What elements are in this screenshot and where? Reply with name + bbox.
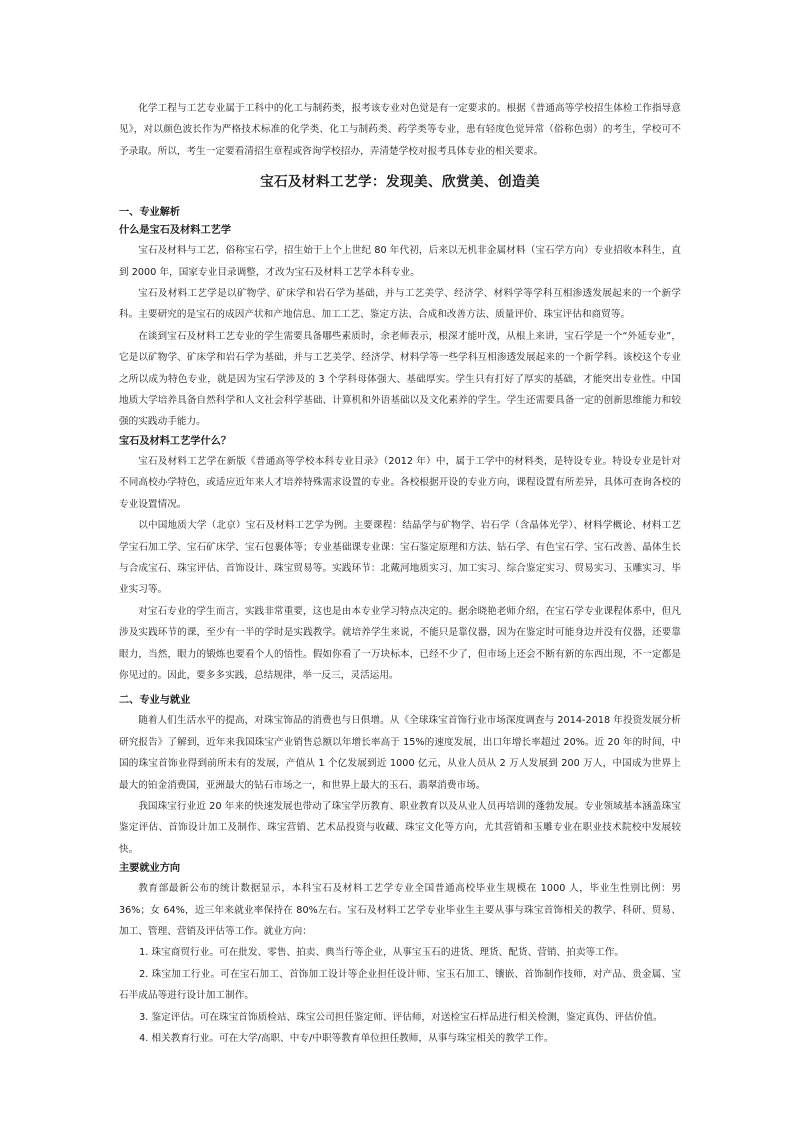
section-heading-analysis: 一、专业解析: [119, 207, 181, 219]
subheading-what-is: 什么是宝石及材料工艺学: [119, 225, 232, 237]
paragraph: 随着人们生活水平的提高，对珠宝饰品的消费也与日俱增。从《全球珠宝首饰行业市场深度调查与 2014-2018 年投资发展分析研究报告》了解到，近年来我国珠宝产业销售总额以年增长率高于 15%的速度发展，出口年增长率超过 20%。近 20 年的时间，中国的珠宝首饰业得到前所未有的发展，产值从 1 个亿发展到近 1000 亿元，从业人员从 2 万人发展到 200 万人，中国成为世界上最大的铂金消费国，亚洲最大的钻石市场之一，和世界上最大的玉石、翡翠消费市场。: [119, 715, 681, 791]
paragraph: 宝石及材料工艺学在新版《普通高等学校本科专业目录》（2012 年）中，属于工学中的材料类，是特设专业。特设专业是针对不同高校办学特色，或适应近年来人才培养特殊需求设置的专业。各校根据开设的专业方向，课程设置有所差异，具体可查询各校的专业设置情况。: [119, 455, 681, 510]
list-item: 1. 珠宝商贸行业。可在批发、零售、拍卖、典当行等企业，从事宝玉石的进货、理货、配货、营销、拍卖等工作。: [139, 947, 625, 959]
paragraph: 对宝石专业的学生而言，实践非常重要，这也是由本专业学习特点决定的。据余晓艳老师介绍，在宝石学专业课程体系中，但凡涉及实践环节的课，至少有一半的学时是实践教学。就培养学生来说，不能只是靠仪器，因为在鉴定时可能身边并没有仪器，还要靠眼力，当然，眼力的锻炼也要看个人的悟性。假如你看了一万块标本，已经不少了，但市场上还会不断有新的东西出现，不一定都是你见过的。因此，要多多实践，总结规律，举一反三，灵活运用。: [119, 605, 681, 681]
document-page: [119, 98, 681, 1049]
paragraph: 教育部最新公布的统计数据显示，本科宝石及材料工艺学专业全国普通高校毕业生规模在 1000 人，毕业生性别比例：男 36%；女 64%，近三年来就业率保持在 80%左右。宝石及材料工艺学专业毕业生主要从事与珠宝首饰相关的教学、科研、贸易、加工、管理、营销及评估等工作。就业方向：: [119, 883, 681, 937]
paragraph: 在谈到宝石及材料工艺专业的学生需要具备哪些素质时，余老师表示，根深才能叶茂，从根上来讲，宝石学是一个“外延专业”，它是以矿物学、矿床学和岩石学为基础，并与工艺美学、经济学、材料学等一些学科互相渗透发展起来的一个新学科。该校这个专业之所以成为特色专业，就是因为宝石学涉及的 3 个学科母体强大、基础厚实。学生只有打好了厚实的基础，才能突出专业性。中国地质大学培养具备自然科学和人文社会科学基础、计算机和外语基础以及文化素养的学生。学生还需要具备一定的创新思维能力和较强的实践动手能力。: [119, 330, 681, 428]
paragraph: 以中国地质大学（北京）宝石及材料工艺学为例。主要课程：结晶学与矿物学、岩石学（含晶体光学）、材料学概论、材料工艺学宝石加工学、宝石矿床学、宝石包裹体等；专业基础课专业课：宝石鉴定原理和方法、钻石学、有色宝石学、宝石改善、晶体生长与合成宝石、珠宝评估、首饰设计、珠宝贸易等。实践环节：北戴河地质实习、加工实习、综合鉴定实习、贸易实习、玉雕实习、毕业实习等。: [119, 520, 681, 596]
intro-paragraph: 化学工程与工艺专业属于工科中的化工与制药类，报考该专业对色觉是有一定要求的。根据《普通高等学校招生体检工作指导意见》，对以颜色波长作为严格技术标准的化学类、化工与制药类、药学类等专业，患有轻度色觉异常（俗称色弱）的考生，学校可不予录取。所以，考生一定要看清招生章程或咨询学校招办，弄清楚学校对报考具体专业的相关要求。: [119, 103, 681, 157]
paragraph: 我国珠宝行业近 20 年来的快速发展也带动了珠宝学历教育、职业教育以及从业人员再培训的蓬勃发展。专业领域基本涵盖珠宝鉴定评估、首饰设计加工及制作、珠宝营销、艺术品投资与收藏、珠宝文化等方向，尤其营销和玉雕专业在职业技术院校中发展较快。: [119, 800, 681, 855]
list-item: 4. 相关教育行业。可在大学/高职、中专/中职等教育单位担任教师，从事与珠宝相关的教学工作。: [139, 1033, 554, 1045]
paragraph: 宝石及材料工艺学是以矿物学、矿床学和岩石学为基础，并与工艺美学、经济学、材料学等学科互相渗透发展起来的一个新学科。主要研究的是宝石的成因产状和产地信息、加工工艺、鉴定方法、合成和改善方法、质量评价、珠宝评估和商贸等。: [119, 288, 681, 321]
list-item: 3. 鉴定评估。可在珠宝首饰质检站、珠宝公司担任鉴定师、评估师，对送检宝石样品进行相关检测，鉴定真伪、评估价值。: [139, 1011, 663, 1023]
list-item: 2. 珠宝加工行业。可在宝石加工、首饰加工设计等企业担任设计师、宝玉石加工、镶嵌、首饰制作技师，对产品、贵金属、宝石半成品等进行设计加工制作。: [119, 968, 681, 1002]
article-title: 宝石及材料工艺学：发现美、欣赏美、创造美: [260, 174, 540, 191]
paragraph: 宝石及材料与工艺，俗称宝石学，招生始于上个上世纪 80 年代初，后来以无机非金属材料（宝石学方向）专业招收本科生，直到 2000 年，国家专业目录调整，才改为宝石及材料工艺学本科专业。: [119, 245, 681, 278]
subheading-career-directions: 主要就业方向: [119, 863, 181, 875]
subheading-what-to-learn: 宝石及材料工艺学什么？: [119, 435, 232, 447]
section-heading-employment: 二、专业与就业: [119, 695, 191, 707]
